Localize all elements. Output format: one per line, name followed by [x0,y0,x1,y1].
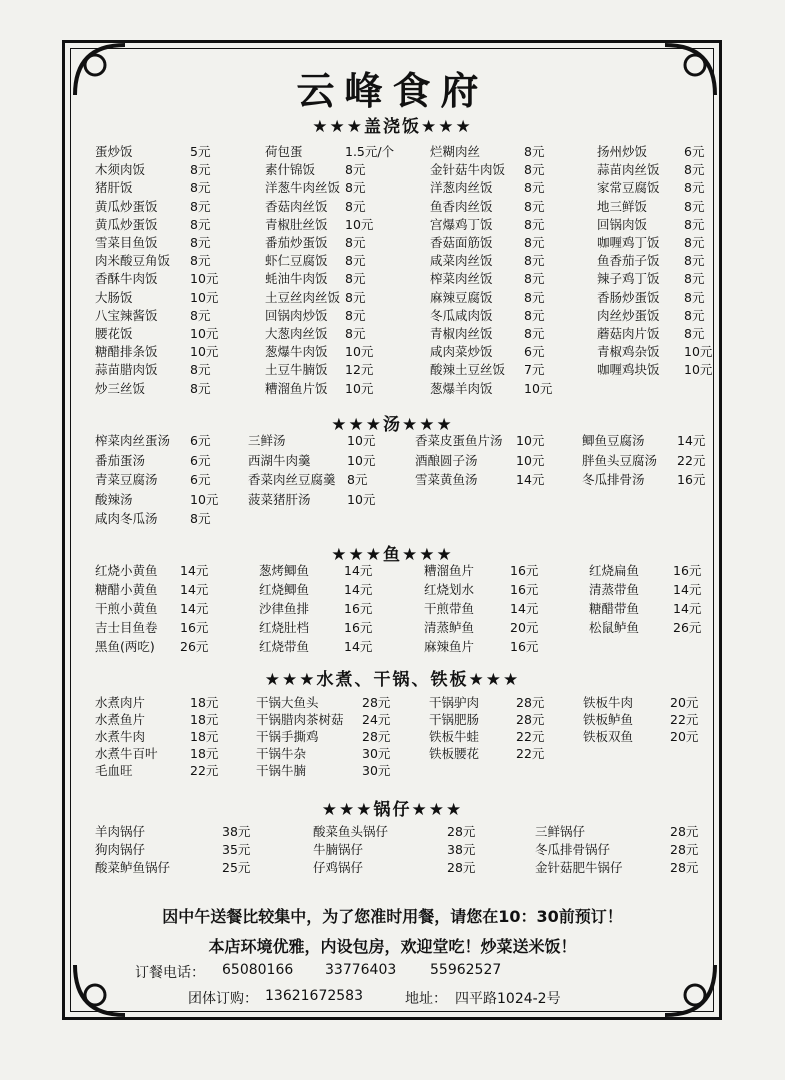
dish-price: 8元 [524,271,545,287]
dish-price: 8元 [524,198,545,214]
dish-price: 6元 [524,344,545,360]
dish-price: 8元 [347,472,368,487]
dish-price: 28元 [670,860,699,875]
dish-name: 冬瓜咸肉饭 [430,307,493,323]
dish-name: 水煮牛百叶 [95,746,158,761]
dish-name: 黄瓜炒蛋饭 [95,198,158,214]
dish-price: 22元 [516,746,545,761]
dish-price: 12元 [345,362,374,378]
dish-name: 干煎带鱼 [424,601,475,616]
dish-price: 1.5元/个 [345,144,395,159]
dish-name: 清蒸鲈鱼 [424,620,475,635]
dish-price: 16元 [344,601,373,616]
dish-price: 10元 [516,452,545,468]
dish-price: 14元 [180,601,209,616]
dish-price: 24元 [362,712,391,727]
dish-name: 糖醋小黄鱼 [95,582,158,597]
dish-price: 35元 [222,842,251,857]
dish-price: 28元 [447,824,476,839]
dish-name: 八宝辣酱饭 [95,307,158,323]
dish-price: 8元 [345,271,366,287]
dish-name: 雪菜黄鱼汤 [415,472,478,487]
dish-name: 酸辣汤 [95,491,133,507]
dish-price: 8元 [684,271,705,287]
dish-name: 糟溜鱼片饭 [265,380,328,396]
dish-name: 糟溜鱼片 [424,563,475,578]
dish-name: 干煎小黄鱼 [95,601,158,616]
restaurant-title: 云峰食府 [296,68,489,113]
dish-name: 木须肉饭 [95,162,146,178]
dish-name: 葱烤鲫鱼 [259,563,310,578]
corner-ornament-icon [660,960,720,1020]
dish-price: 10元 [347,491,376,507]
dish-price: 18元 [190,712,219,727]
dish-price: 16元 [510,563,539,578]
dish-price: 8元 [684,307,705,323]
dish-price: 26元 [673,620,702,635]
phone-number: 55962527 [430,962,502,978]
dish-name: 酒酿圆子汤 [415,452,478,468]
section-heading-boiled: ★★★水煮、干锅、铁板★★★ [264,670,521,690]
dish-price: 8元 [190,162,211,178]
dish-name: 家常豆腐饭 [597,180,660,196]
dish-price: 8元 [345,253,366,269]
dish-price: 10元 [345,216,374,232]
dish-price: 8元 [190,380,211,396]
dish-price: 26元 [180,639,209,654]
group-order-phone: 13621672583 [265,988,363,1004]
dish-name: 糖醋排条饭 [95,344,158,360]
dish-price: 8元 [524,289,545,305]
dish-name: 回锅肉炒饭 [265,307,328,323]
dish-name: 洋葱肉丝饭 [430,180,493,196]
dish-name: 羊肉锅仔 [95,824,146,839]
dish-name: 咖喱鸡块饭 [597,362,660,378]
dish-name: 冬瓜排骨汤 [582,472,645,487]
dish-name: 香菇面筋饭 [430,235,493,250]
dish-price: 10元 [190,271,219,287]
dish-price: 8元 [345,180,366,196]
dish-name: 干锅手撕鸡 [256,729,319,744]
dish-price: 10元 [524,380,553,396]
dish-name: 胖鱼头豆腐汤 [582,452,658,468]
dish-price: 8元 [524,235,545,250]
dish-price: 28元 [362,729,391,744]
dish-name: 清蒸带鱼 [589,582,640,597]
dish-name: 金针菇肥牛锅仔 [535,860,623,875]
dish-price: 8元 [190,307,211,323]
dish-name: 榨菜肉丝蛋汤 [95,433,171,448]
dish-name: 酸菜鱼头锅仔 [313,824,389,839]
dish-price: 8元 [345,235,366,250]
dish-price: 10元 [347,452,376,468]
dish-name: 素什锦饭 [265,162,316,178]
dish-name: 青椒肉丝饭 [430,326,493,341]
dish-name: 蛋炒饭 [95,144,133,159]
welcome-notice: 本店环境优雅，内设包房，欢迎堂吃！炒菜送米饭！ [208,937,577,956]
dish-name: 红烧带鱼 [259,639,310,654]
section-heading-pot: ★★★锅仔★★★ [321,800,464,820]
dish-name: 黑鱼(两吃) [95,639,155,654]
corner-ornament-icon [70,960,130,1020]
dish-price: 8元 [190,253,211,269]
dish-name: 荷包蛋 [265,144,303,159]
dish-name: 葱爆羊肉饭 [430,380,493,396]
dish-name: 蘑菇肉片饭 [597,326,660,341]
dish-name: 干锅牛腩 [256,763,307,778]
address-text: 四平路1024-2号 [455,991,561,1007]
dish-price: 6元 [190,433,211,448]
dish-name: 铁板牛蛙 [429,729,480,744]
dish-name: 榨菜肉丝饭 [430,271,493,287]
section-heading-rice: ★★★盖浇饭★★★ [312,117,473,137]
dish-price: 16元 [344,620,373,635]
dish-name: 三鲜锅仔 [535,824,586,839]
dish-name: 青椒鸡杂饭 [597,344,660,360]
dish-price: 10元 [190,344,219,360]
dish-price: 16元 [510,582,539,597]
dish-name: 沙律鱼排 [259,601,310,616]
order-notice: 因中午送餐比较集中，为了您准时用餐，请您在10：30前预订！ [162,907,623,926]
group-order-label: 团体订购： [188,991,258,1007]
dish-name: 金针菇牛肉饭 [430,162,506,178]
dish-name: 蒜苗肉丝饭 [597,162,660,178]
dish-price: 14元 [677,433,706,448]
dish-price: 8元 [524,326,545,341]
dish-price: 14元 [510,601,539,616]
dish-name: 土豆牛腩饭 [265,362,328,378]
dish-name: 洋葱牛肉丝饭 [265,180,341,196]
dish-name: 吉士目鱼卷 [95,620,158,635]
dish-price: 28元 [447,860,476,875]
dish-price: 6元 [190,452,211,468]
dish-name: 扬州炒饭 [597,144,648,159]
dish-name: 酸菜鲈鱼锅仔 [95,860,171,875]
dish-price: 28元 [670,842,699,857]
dish-price: 8元 [190,235,211,250]
dish-name: 大肠饭 [95,289,133,305]
dish-price: 8元 [190,511,211,526]
dish-price: 8元 [684,180,705,196]
dish-price: 14元 [180,582,209,597]
dish-name: 仔鸡锅仔 [313,860,364,875]
dish-name: 虾仁豆腐饭 [265,253,328,269]
dish-price: 10元 [345,344,374,360]
dish-price: 14元 [673,601,702,616]
dish-name: 黄瓜炒蛋饭 [95,216,158,232]
dish-name: 鲫鱼豆腐汤 [582,433,645,448]
dish-price: 8元 [684,289,705,305]
dish-price: 16元 [180,620,209,635]
dish-price: 10元 [190,289,219,305]
dish-price: 8元 [345,307,366,323]
dish-name: 鱼香茄子饭 [597,253,660,269]
dish-name: 雪菜目鱼饭 [95,235,158,250]
section-heading-fish: ★★★鱼★★★ [331,545,454,565]
dish-price: 38元 [447,842,476,857]
dish-name: 土豆丝肉丝饭 [265,289,341,305]
dish-name: 酸辣土豆丝饭 [430,362,506,378]
dish-name: 回锅肉饭 [597,216,648,232]
phone-number: 65080166 [222,962,294,978]
dish-price: 10元 [516,433,545,448]
dish-price: 28元 [516,712,545,727]
dish-price: 16元 [673,563,702,578]
dish-price: 8元 [524,253,545,269]
dish-name: 蒜苗腊肉饭 [95,362,158,378]
dish-price: 14元 [344,582,373,597]
dish-price: 8元 [684,216,705,232]
dish-price: 8元 [684,235,705,250]
dish-name: 牛腩锅仔 [313,842,364,857]
dish-price: 28元 [516,695,545,710]
dish-name: 咖喱鸡丁饭 [597,235,660,250]
dish-name: 糖醋带鱼 [589,601,640,616]
dish-name: 烂糊肉丝 [430,144,481,159]
dish-name: 番茄炒蛋饭 [265,235,328,250]
dish-price: 8元 [684,253,705,269]
dish-price: 10元 [684,344,713,360]
dish-name: 香菇肉丝饭 [265,198,328,214]
dish-price: 8元 [345,198,366,214]
dish-name: 青椒肚丝饭 [265,216,328,232]
dish-price: 20元 [510,620,539,635]
dish-name: 大葱肉丝饭 [265,326,328,341]
dish-price: 6元 [190,472,211,487]
dish-price: 8元 [684,162,705,178]
dish-name: 红烧肚档 [259,620,310,635]
dish-name: 干锅驴肉 [429,695,480,710]
dish-price: 8元 [524,216,545,232]
dish-price: 22元 [516,729,545,744]
dish-price: 8元 [190,180,211,196]
dish-name: 红烧划水 [424,582,475,597]
dish-name: 香菜肉丝豆腐羹 [248,472,336,487]
dish-price: 8元 [524,180,545,196]
dish-name: 蚝油牛肉饭 [265,271,328,287]
dish-name: 水煮鱼片 [95,712,146,727]
dish-name: 松鼠鲈鱼 [589,620,640,635]
dish-price: 20元 [670,729,699,744]
dish-name: 香菜皮蛋鱼片汤 [415,433,503,448]
dish-name: 咸菜肉丝饭 [430,253,493,269]
dish-name: 香酥牛肉饭 [95,271,158,287]
dish-price: 25元 [222,860,251,875]
dish-name: 铁板腰花 [429,746,480,761]
dish-price: 28元 [670,824,699,839]
dish-price: 18元 [190,746,219,761]
dish-price: 8元 [345,289,366,305]
dish-price: 16元 [677,472,706,487]
dish-price: 14元 [673,582,702,597]
dish-price: 8元 [190,362,211,378]
dish-name: 干锅牛杂 [256,746,307,761]
dish-name: 铁板双鱼 [583,729,634,744]
dish-name: 三鲜汤 [248,433,286,448]
dish-price: 14元 [344,639,373,654]
dish-price: 18元 [190,695,219,710]
dish-price: 8元 [524,162,545,178]
dish-price: 6元 [684,144,705,159]
dish-name: 冬瓜排骨锅仔 [535,842,611,857]
dish-price: 30元 [362,763,391,778]
dish-name: 腰花饭 [95,326,133,341]
dish-price: 10元 [190,326,219,341]
dish-name: 香肠炒蛋饭 [597,289,660,305]
dish-name: 宫爆鸡丁饭 [430,216,493,232]
dish-price: 14元 [516,472,545,487]
dish-price: 8元 [190,216,211,232]
dish-price: 8元 [524,144,545,159]
dish-name: 干锅腊肉茶树菇 [256,712,344,727]
dish-name: 红烧鲫鱼 [259,582,310,597]
dish-name: 肉丝炒蛋饭 [597,307,660,323]
dish-name: 红烧扁鱼 [589,563,640,578]
dish-price: 8元 [345,162,366,178]
dish-price: 22元 [670,712,699,727]
dish-price: 8元 [684,326,705,341]
dish-price: 38元 [222,824,251,839]
dish-name: 狗肉锅仔 [95,842,146,857]
dish-name: 铁板牛肉 [583,695,634,710]
dish-price: 8元 [524,307,545,323]
dish-name: 咸肉冬瓜汤 [95,511,158,526]
dish-price: 22元 [190,763,219,778]
dish-price: 10元 [345,380,374,396]
section-heading-soup: ★★★汤★★★ [331,415,454,435]
dish-name: 辣子鸡丁饭 [597,271,660,287]
dish-name: 干锅肥肠 [429,712,480,727]
dish-name: 猪肝饭 [95,180,133,196]
dish-price: 14元 [180,563,209,578]
dish-price: 10元 [684,362,713,378]
dish-name: 炒三丝饭 [95,380,146,396]
dish-price: 10元 [190,491,219,507]
dish-price: 10元 [347,433,376,448]
dish-name: 水煮肉片 [95,695,146,710]
dish-name: 菠菜猪肝汤 [248,491,311,507]
address-label: 地址： [405,991,447,1007]
phone-label: 订餐电话： [135,965,205,981]
dish-name: 鱼香肉丝饭 [430,198,493,214]
dish-name: 红烧小黄鱼 [95,563,158,578]
dish-name: 水煮牛肉 [95,729,146,744]
phone-number: 33776403 [325,962,397,978]
dish-price: 8元 [190,198,211,214]
dish-name: 毛血旺 [95,763,133,778]
dish-name: 麻辣鱼片 [424,639,475,654]
dish-price: 14元 [344,563,373,578]
dish-name: 番茄蛋汤 [95,452,146,468]
dish-name: 干锅大鱼头 [256,695,319,710]
dish-name: 咸肉菜炒饭 [430,344,493,360]
dish-price: 8元 [345,326,366,341]
dish-price: 7元 [524,362,545,378]
dish-name: 铁板鲈鱼 [583,712,634,727]
dish-name: 葱爆牛肉饭 [265,344,328,360]
dish-price: 22元 [677,452,706,468]
dish-price: 30元 [362,746,391,761]
dish-price: 28元 [362,695,391,710]
dish-name: 麻辣豆腐饭 [430,289,493,305]
dish-price: 20元 [670,695,699,710]
dish-name: 肉米酸豆角饭 [95,253,171,269]
dish-name: 西湖牛肉羹 [248,452,311,468]
dish-price: 16元 [510,639,539,654]
dish-price: 8元 [684,198,705,214]
dish-price: 5元 [190,144,211,159]
dish-name: 地三鲜饭 [597,198,648,214]
dish-name: 青菜豆腐汤 [95,472,158,487]
dish-price: 18元 [190,729,219,744]
